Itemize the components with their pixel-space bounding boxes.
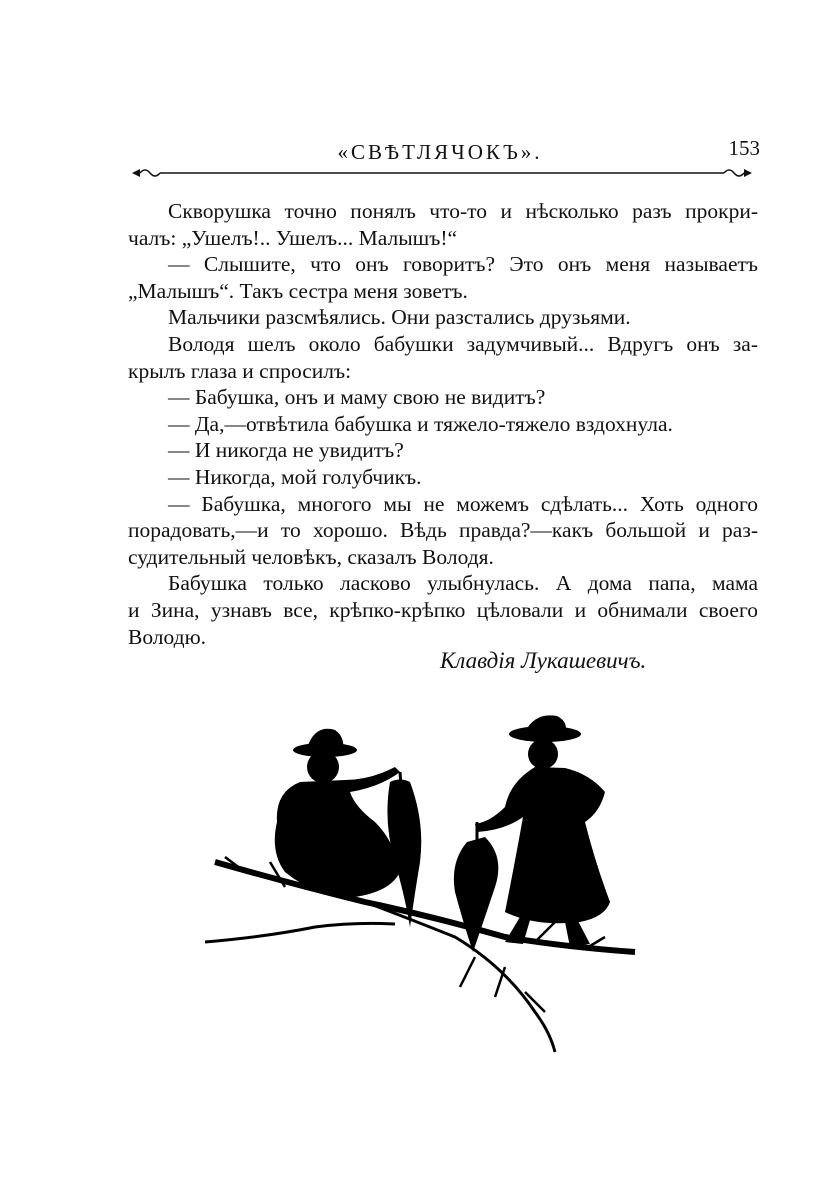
text-line: — Слышите, что онъ говоритъ? Это онъ меня называетъ [168,252,758,277]
author-signature: Клавдія Лукашевичъ. [440,648,647,673]
text-line: и Зина, узнавъ все, крѣпко-крѣпко цѣловали и обнимали своего [128,597,758,622]
page-header [120,136,760,164]
text-line: — Никогда, мой голубчикъ. [168,464,422,489]
text-line: крылъ глаза и спросилъ: [128,358,352,383]
text-line: „Малышъ“. Такъ сестра меня зоветъ. [128,278,468,303]
text-line: Володя шелъ около бабушки задумчивый... Вдругъ онъ за- [168,331,758,356]
running-title: «СВѢТЛЯЧОКЪ». [337,140,543,164]
story-text [128,198,758,650]
silhouette-illustration-icon [205,712,645,1057]
text-line: судительный человѣкъ, сказалъ Володя. [128,544,494,569]
text-line: — Бабушка, онъ и маму свою не видитъ? [168,385,546,410]
page-number: 153 [728,136,760,160]
text-line: Бабушка только ласково улыбнулась. А дома папа, мама [168,571,758,596]
text-line: Скворушка точно понялъ что-то и нѣсколько разъ прокри- [168,199,758,223]
header-ornament-rule [130,166,754,180]
text-line: порадовать,—и то хорошо. Вѣдь правда?—какъ большой и раз- [128,518,758,543]
text-line: — Да,—отвѣтила бабушка и тяжело-тяжело вздохнула. [168,411,673,436]
text-line: — Бабушка, многого мы не можемъ сдѣлать... Хоть одного [168,491,758,516]
text-line: — И никогда не увидитъ? [168,438,404,463]
text-line: Мальчики разсмѣялись. Они разстались друзьями. [168,305,631,330]
text-line: чалъ: „Ушелъ!.. Ушелъ... Малышъ!“ [128,225,458,250]
text-line: Володю. [128,624,207,649]
